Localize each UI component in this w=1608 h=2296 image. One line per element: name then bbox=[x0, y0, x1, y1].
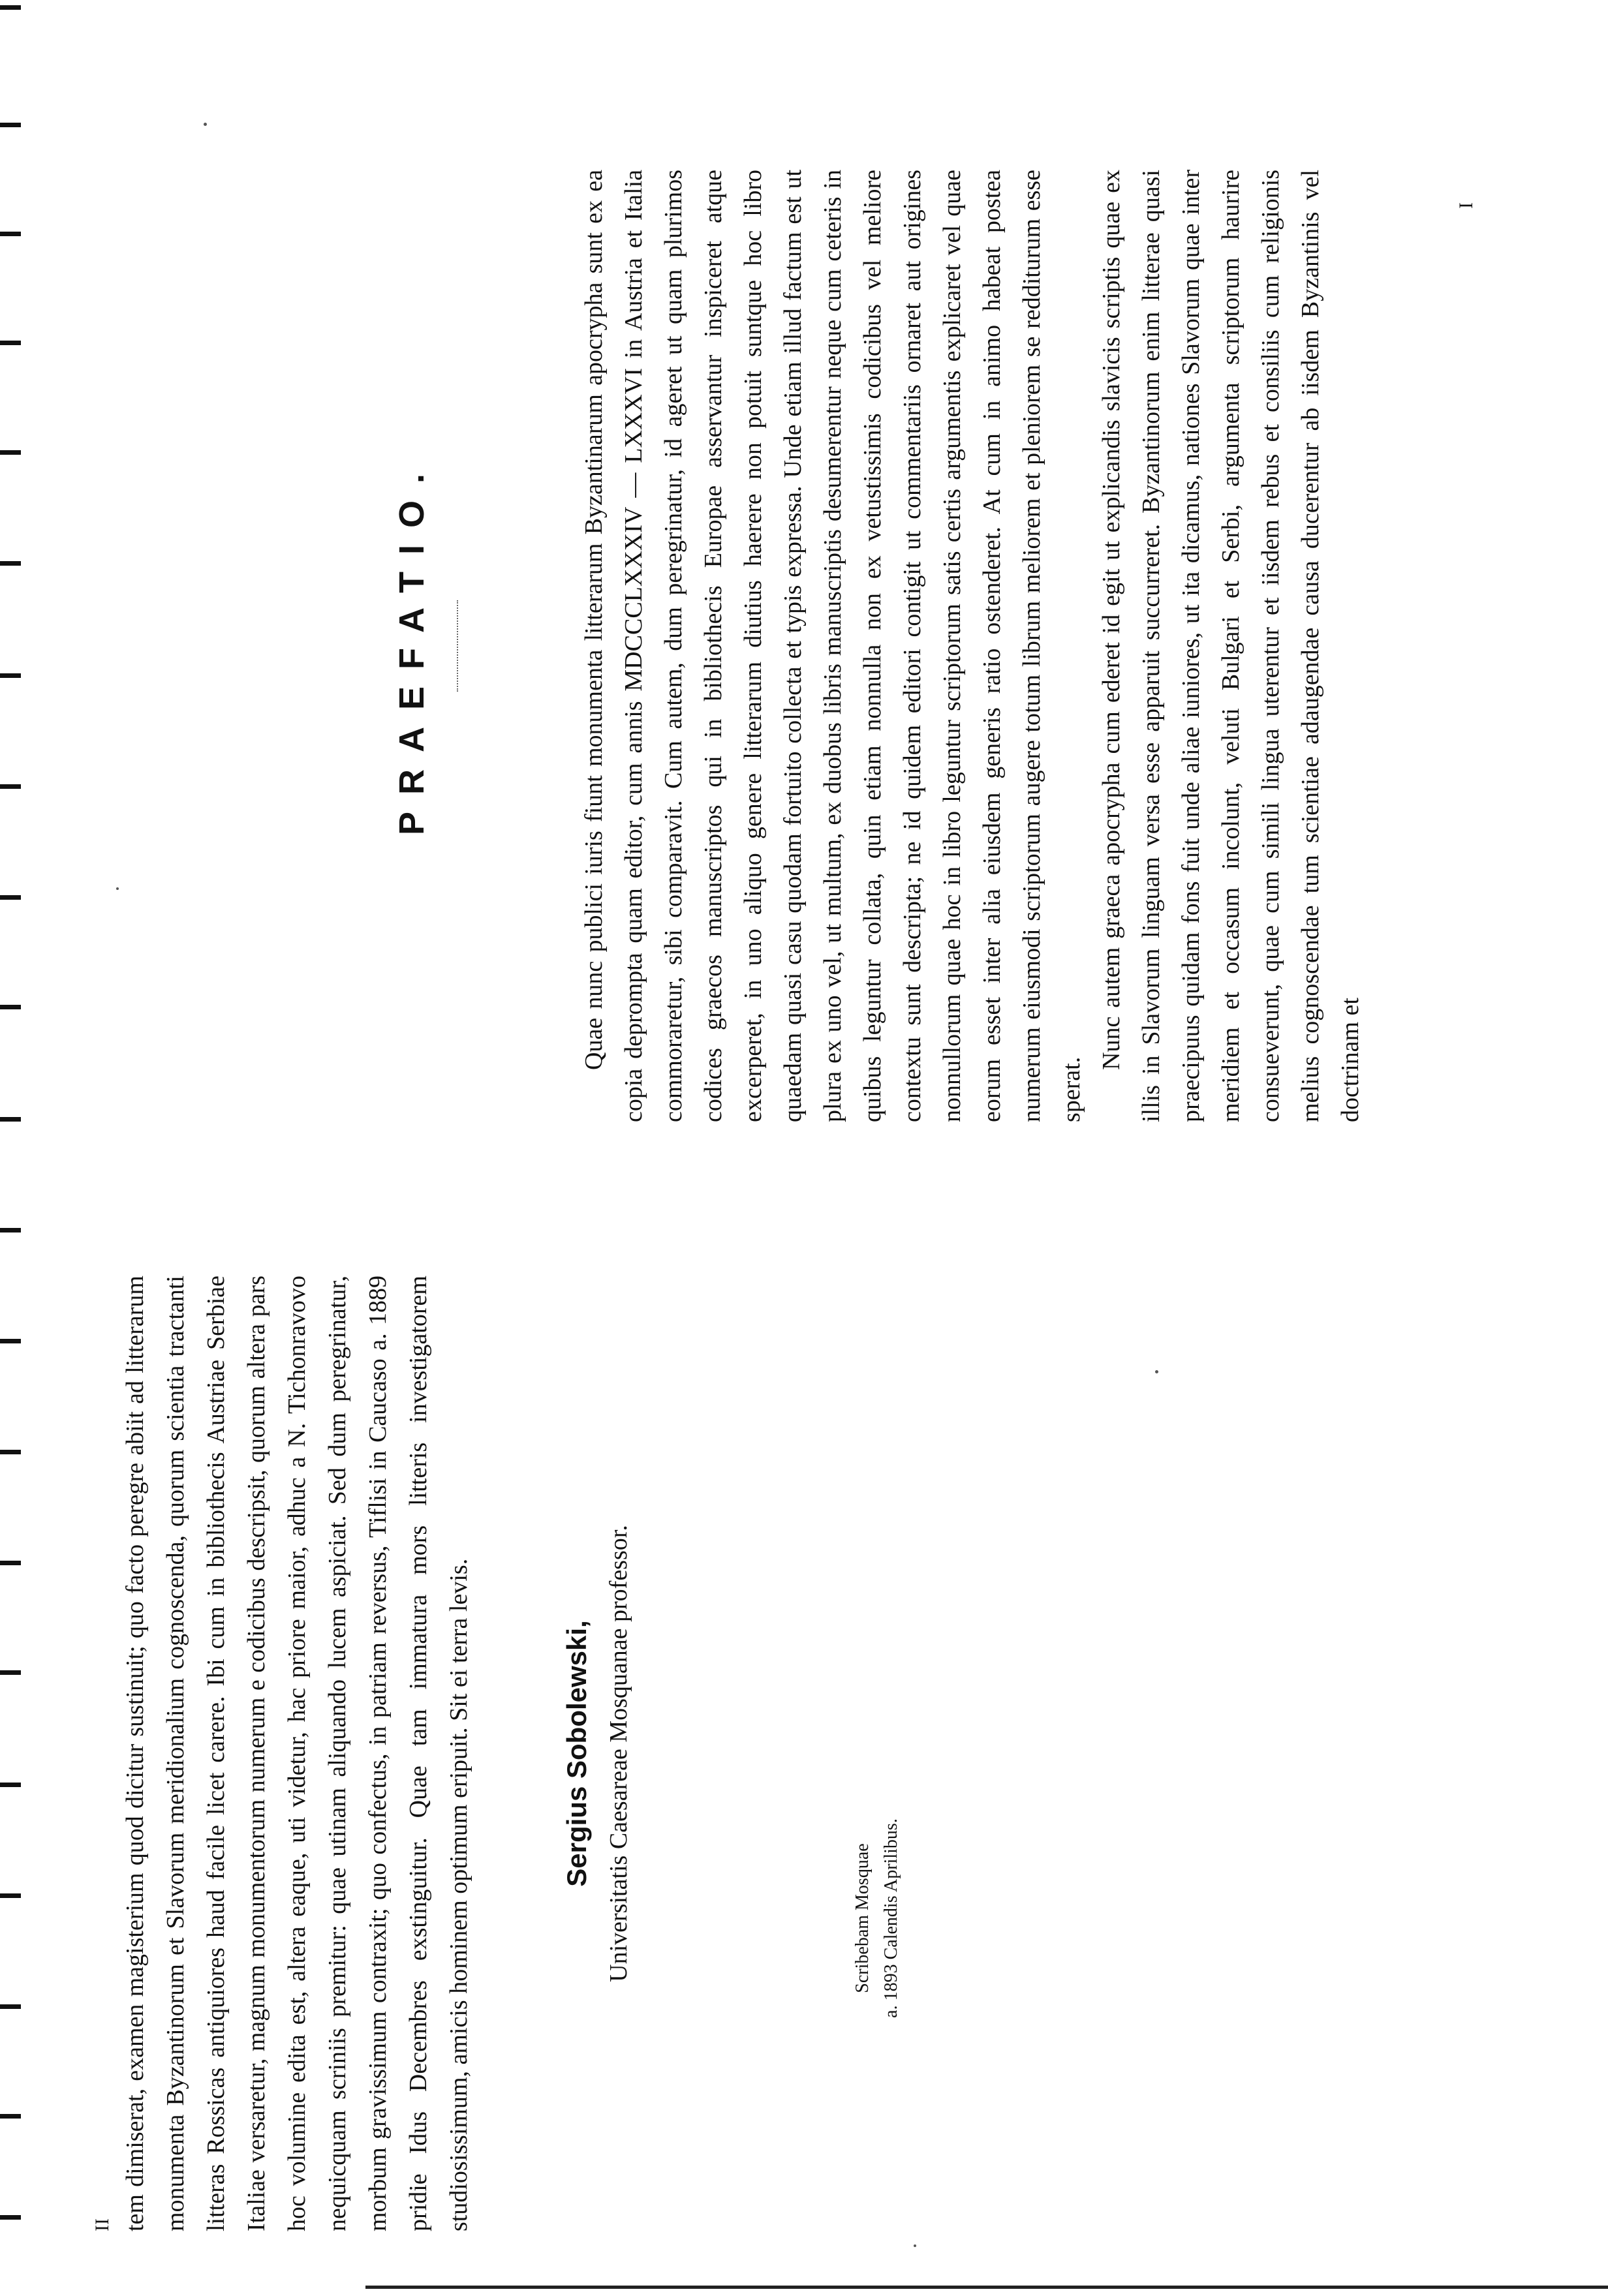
binding-mark bbox=[0, 341, 21, 345]
binding-mark bbox=[0, 1670, 21, 1675]
binding-mark bbox=[0, 2215, 21, 2220]
date-line: a. 1893 Calendis Aprilibus. bbox=[881, 1818, 901, 2018]
right-page bbox=[91, 170, 1553, 1122]
binding-mark bbox=[0, 561, 21, 566]
binding-mark bbox=[0, 450, 21, 455]
sheet-signature-mark: I bbox=[1455, 202, 1477, 209]
binding-mark bbox=[0, 1561, 21, 1565]
binding-mark bbox=[0, 784, 21, 789]
preface-paragraph-1: Quae nunc publici iuris fiunt monumenta litterarum Byzantinarum apocrypha sunt ex ea copia deprompta quam editor, cum annis MDCCCLXXXIV — LXXXVI in Austria et Italia commoraretur, sibi comparavit. Cum autem, dum peregrinatur, id ageret ut quam plurimos codices graecos manuscriptos qui in bibliothecis Europae asservantur inspiceret atque excerperet, in uno aliquo genere litterarum diutius haerere non potuit suntque hoc libro quaedam quasi casu quodam fortuito collecta et typis expressa. Unde etiam illud factum est ut plura ex uno vel, ut multum, ex duobus libris manuscriptis desumerentur neque cum ceteris in quibus leguntur collata, quin etiam nonnulla non ex vetustissimis codicibus vel meliore contextu sunt descripta; ne id quidem editori contigit ut commentariis ornaret aut origines nonnullorum quae hoc in libro leguntur scriptorum satis certis argumentis explicaret vel quae eorum esset inter alia eiusdem generis ratio ostenderet. At cum in animo habeat postea numerum eiusmodi scriptorum augere totum librum meliorem et pleniorem se redditurum esse sperat. bbox=[580, 170, 1085, 1122]
place-line: Scribebam Mosquae bbox=[852, 1843, 873, 1993]
binding-mark bbox=[0, 1339, 21, 1343]
page-number: II bbox=[91, 2218, 113, 2231]
preface-text bbox=[574, 170, 1370, 1122]
preface-paragraph-2: Nunc autem graeca apocrypha cum ederet id egit ut explicandis slavicis scriptis quae ex illis in Slavorum linguam versa esse apparuit succurreret. Byzantinorum enim litterae quasi praecipuus quidam fons fuit unde aliae iuniores, ut ita dicamus, nationes Slavorum quae inter meridiem et occasum incolunt, veluti Bulgari et Serbi, argumenta scriptorum haurire consueverunt, quae cum simili lingua uterentur et iisdem rebus et consiliis cum religionis melius cognoscendae tum scientiae adaugendae causa ducerentur ab iisdem Byzantinis vel doctrinam et bbox=[1098, 170, 1364, 1122]
place-date bbox=[848, 1722, 906, 2114]
binding-mark bbox=[0, 123, 21, 127]
binding-mark bbox=[0, 2114, 21, 2119]
author-name: Sergius Sobolewski, bbox=[561, 1620, 592, 1887]
title-ornament-rule bbox=[457, 600, 458, 692]
binding-mark bbox=[0, 5, 21, 10]
binding-mark bbox=[0, 1450, 21, 1454]
body-text bbox=[115, 1276, 479, 2231]
binding-mark bbox=[0, 2004, 21, 2009]
rotated-content bbox=[91, 91, 1553, 2231]
page-title: PRAEFATIO. bbox=[392, 456, 431, 836]
binding-mark bbox=[0, 1228, 21, 1232]
binding-mark bbox=[0, 1893, 21, 1898]
binding-mark bbox=[0, 1117, 21, 1122]
author-affiliation: Universitatis Caesareae Mosquanae professor. bbox=[605, 1525, 632, 1982]
binding-mark bbox=[0, 1005, 21, 1009]
binding-mark bbox=[0, 1783, 21, 1787]
scan-bottom-edge bbox=[365, 2286, 1608, 2289]
binding-mark bbox=[0, 895, 21, 900]
scan-speck bbox=[914, 2244, 916, 2247]
left-page bbox=[91, 1253, 1553, 2231]
closing-paragraph: tem dimiserat, examen magisterium quod dicitur sustinuit; quo facto peregre abiit ad litterarum monumenta Byzantinorum et Slavorum meridionalium cognoscenda, quorum scientia tractanti litteras Rossicas antiquiores haud facile licet carere. Ibi cum in bibliothecis Austriae Serbiae Italiae versaretur, magnum monumentorum numerum e codicibus descripsit, quorum altera pars hoc volumine edita est, altera eaque, uti videtur, hac priore maior, adhuc a N. Tichonravovo nequicquam scriniis premitur: quae utinam aliquando lucem aspiciat. Sed dum peregrinatur, morbum gravissimum contraxit; quo confectus, in patriam reversus, Tiflisi in Caucaso a. 1889 pridie Idus Decembres exstinguitur. Quae tam immatura mors litteris investigatorem studiosissimum, amicis hominem optimum eripuit. Sit ei terra levis. bbox=[121, 1276, 472, 2231]
binding-mark bbox=[0, 673, 21, 678]
binding-mark bbox=[0, 232, 21, 236]
signature-block bbox=[561, 1276, 633, 2231]
